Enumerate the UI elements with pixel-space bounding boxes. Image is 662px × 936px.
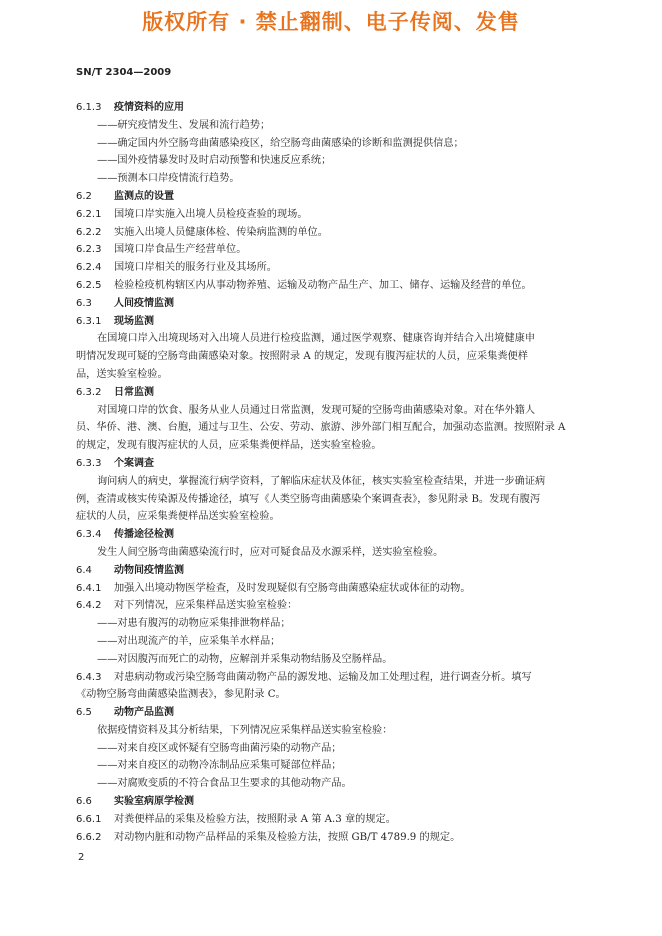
heading-text: 监测点的设置 [114, 190, 174, 202]
list-item: ——对出现流产的羊，应采集羊水样品； [97, 635, 281, 647]
heading-text: 个案调查 [114, 457, 154, 469]
clause-text: 国境口岸相关的服务行业及其场所。 [114, 262, 277, 274]
clause-number: 6.3.2 [76, 386, 102, 398]
list-item: ——对来自疫区或怀疑有空肠弯曲菌污染的动物产品； [97, 742, 342, 754]
copyright-watermark: 版权所有 · 禁止翻制、电子传阅、发售 [142, 10, 520, 34]
clause-number: 6.2 [76, 190, 92, 202]
paragraph-line: 品，送实验室检验。 [76, 368, 168, 380]
section-heading [76, 704, 590, 722]
heading-text: 人间疫情监测 [114, 297, 174, 309]
paragraph-line: 症状的人员，应采集粪便样品送实验室检验。 [76, 511, 280, 523]
paragraph-line: 《动物空肠弯曲菌感染监测表》，参见附录 C。 [76, 689, 286, 701]
heading-text: 现场监测 [114, 315, 154, 327]
heading-text: 疫情资料的应用 [114, 102, 184, 113]
clause-number: 6.6 [76, 796, 92, 808]
clause-text: 国境口岸实施入出境人员检疫查验的现场。 [114, 208, 308, 220]
heading-text: 日常监测 [114, 386, 154, 398]
clause-number: 6.4.3 [76, 671, 102, 683]
standard-code-header: SN/T 2304—2009 [76, 67, 172, 78]
clause-number: 6.5 [76, 707, 92, 719]
numbered-clause [76, 241, 590, 259]
section-heading [76, 793, 590, 811]
list-item: ——国外疫情暴发时及时启动预警和快速反应系统； [97, 155, 332, 167]
clause-text: 对动物内脏和动物产品样品的采集及检验方法，按照 GB/T 4789.9 的规定。 [114, 831, 461, 843]
clause-number: 6.4.1 [76, 582, 102, 594]
list-item: ——对腐败变质的不符合食品卫生要求的其他动物产品。 [97, 778, 352, 790]
list-item: ——研究疫情发生、发展和流行趋势； [97, 119, 271, 131]
clause-text: 实施入出境人员健康体检、传染病监测的单位。 [114, 226, 328, 238]
numbered-clause [76, 224, 590, 242]
numbered-clause [76, 259, 590, 277]
numbered-clause [76, 829, 590, 847]
clause-number: 6.4 [76, 564, 92, 576]
clause-text: 对下列情况，应采集样品送实验室检验： [114, 600, 298, 612]
paragraph-line: 在国境口岸入出境现场对入出境人员进行检疫监测，通过医学观察、健康咨询并结合入出境健康申 [97, 333, 536, 345]
numbered-clause [76, 206, 590, 224]
section-heading [76, 455, 590, 473]
list-item: ——对因腹泻而死亡的动物，应解剖并采集动物结肠及空肠样品。 [97, 653, 393, 665]
clause-number: 6.6.1 [76, 813, 102, 825]
numbered-clause [76, 580, 590, 598]
page-number: 2 [78, 852, 85, 863]
section-heading [76, 188, 590, 206]
section-heading [76, 526, 590, 544]
clause-text: 国境口岸食品生产经营单位。 [114, 244, 247, 256]
numbered-clause [76, 811, 590, 829]
clause-number: 6.3.1 [76, 315, 102, 327]
clause-number: 6.2.5 [76, 279, 102, 291]
list-item: ——预测本口岸疫情流行趋势。 [97, 173, 240, 185]
clause-text: 对患病动物或污染空肠弯曲菌动物产品的源发地、运输及加工处理过程，进行调查分析。填写 [114, 671, 532, 683]
clause-number: 6.2.4 [76, 262, 102, 274]
numbered-clause [76, 277, 590, 295]
section-heading [76, 295, 590, 313]
list-item: ——对患有腹泻的动物应采集排泄物样品； [97, 618, 291, 630]
clause-text: 检验检疫机构辖区内从事动物养殖、运输及动物产品生产、加工、储存、运输及经营的单位。 [114, 279, 532, 291]
heading-text: 动物间疫情监测 [114, 564, 184, 576]
section-heading [76, 313, 590, 331]
list-item: ——对来自疫区的动物冷冻制品应采集可疑部位样品； [97, 760, 342, 772]
clause-number: 6.2.1 [76, 208, 102, 220]
clause-text: 对粪便样品的采集及检验方法，按照附录 A 第 A.3 章的规定。 [114, 813, 396, 825]
clause-number: 6.3 [76, 297, 92, 309]
paragraph-line: 明情况发现可疑的空肠弯曲菌感染对象。按照附录 A 的规定，发现有腹泻症状的人员，应采集粪便样 [76, 351, 528, 363]
list-item: ——确定国内外空肠弯曲菌感染疫区，给空肠弯曲菌感染的诊断和监测提供信息； [97, 137, 464, 149]
clause-text: 加强入出境动物医学检查，及时发现疑似有空肠弯曲菌感染症状或体征的动物。 [114, 582, 471, 594]
numbered-clause [76, 669, 590, 687]
clause-number: 6.3.4 [76, 529, 102, 541]
clause-number: 6.4.2 [76, 600, 102, 612]
section-heading [76, 384, 590, 402]
paragraph-line: 询问病人的病史，掌握流行病学资料，了解临床症状及体征，核实实验室检查结果，并进一步确证病 [97, 475, 546, 487]
clause-number: 6.2.3 [76, 244, 102, 256]
heading-text: 动物产品监测 [114, 707, 174, 719]
clause-number: 6.6.2 [76, 831, 102, 843]
paragraph-line: 员、华侨、港、澳、台胞，通过与卫生、公安、劳动、旅游、涉外部门相互配合，加强动态监测。按照附录 A [76, 422, 566, 434]
heading-text: 传播途径检测 [114, 529, 174, 541]
paragraph-line: 发生人间空肠弯曲菌感染流行时，应对可疑食品及水源采样，送实验室检验。 [97, 546, 444, 558]
paragraph-line: 依据疫情资料及其分析结果，下列情况应采集样品送实验室检验： [97, 724, 393, 736]
clause-number: 6.3.3 [76, 457, 102, 469]
document-body [76, 99, 590, 846]
numbered-clause [76, 597, 590, 615]
section-heading [76, 99, 590, 117]
clause-number: 6.2.2 [76, 226, 102, 238]
paragraph-line: 的规定，发现有腹泻症状的人员，应采集粪便样品，送实验室检验。 [76, 440, 382, 452]
paragraph-line: 例，查清或核实传染源及传播途径，填写《人类空肠弯曲菌感染个案调查表》，参见附录 B。发现有腹泻 [76, 493, 541, 505]
section-heading [76, 562, 590, 580]
clause-number: 6.1.3 [76, 102, 102, 113]
paragraph-line: 对国境口岸的饮食、服务从业人员通过日常监测，发现可疑的空肠弯曲菌感染对象。对在华外籍人 [97, 404, 536, 416]
heading-text: 实验室病原学检测 [114, 796, 194, 808]
